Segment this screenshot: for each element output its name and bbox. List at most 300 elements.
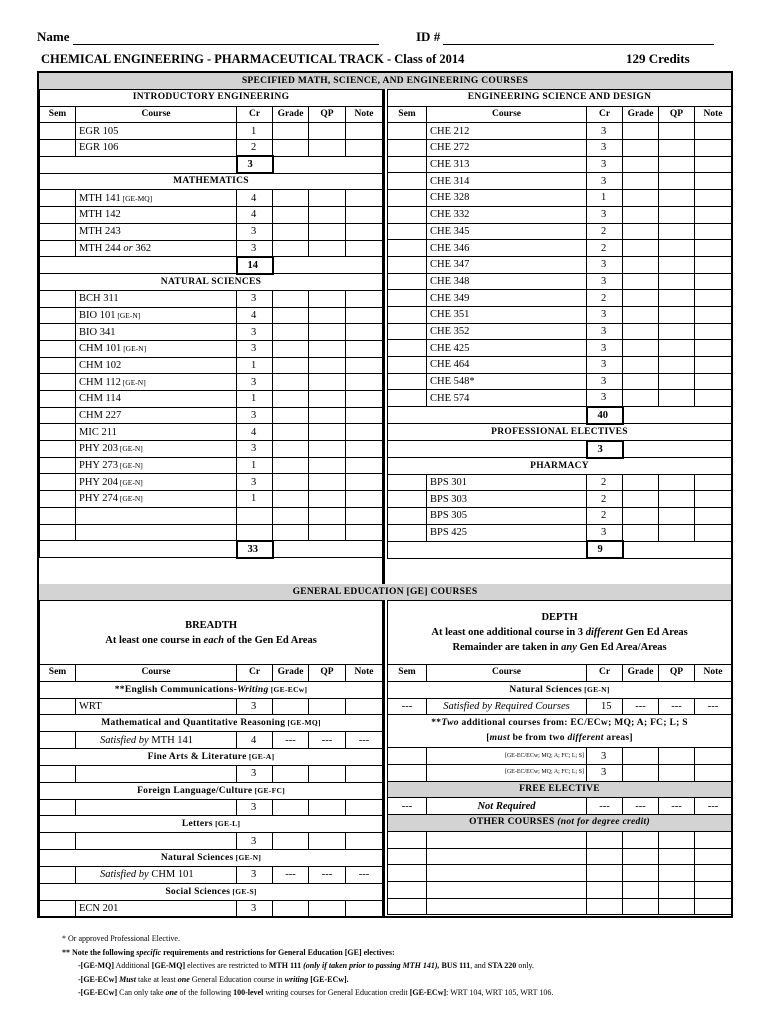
sem-cell[interactable] — [388, 240, 427, 257]
cr-cell: 3 — [237, 223, 273, 240]
note-cell[interactable] — [346, 507, 383, 524]
grade-cell[interactable] — [273, 900, 309, 917]
qp-cell[interactable] — [659, 373, 695, 390]
grade-cell[interactable] — [623, 340, 659, 357]
sem-cell[interactable] — [40, 491, 76, 508]
sem-cell[interactable] — [388, 156, 427, 173]
grade-cell[interactable] — [273, 190, 309, 207]
qp-cell[interactable] — [309, 524, 346, 541]
note-cell[interactable] — [346, 123, 383, 140]
grade-cell[interactable] — [273, 207, 309, 224]
sem-cell[interactable] — [388, 373, 427, 390]
qp-cell[interactable] — [659, 491, 695, 508]
table-row — [40, 140, 383, 157]
note-cell[interactable] — [695, 373, 732, 390]
depth-text: Gen Ed Areas — [622, 627, 688, 638]
qp-cell[interactable] — [309, 407, 346, 424]
grade-cell[interactable] — [623, 390, 659, 407]
qp-cell[interactable] — [309, 474, 346, 491]
sem-cell[interactable] — [40, 190, 76, 207]
note-cell[interactable] — [695, 190, 732, 207]
grade-cell[interactable] — [273, 491, 309, 508]
qp-cell[interactable] — [309, 223, 346, 240]
qp-cell[interactable] — [309, 340, 346, 357]
note-cell[interactable] — [695, 256, 732, 273]
section-row — [40, 274, 383, 291]
sem-cell[interactable] — [40, 407, 76, 424]
sem-cell[interactable] — [388, 898, 427, 915]
sem-cell[interactable] — [388, 256, 427, 273]
sem-cell[interactable] — [388, 173, 427, 190]
cr-cell[interactable] — [587, 881, 623, 898]
note-cell[interactable] — [346, 391, 383, 408]
note-cell[interactable] — [695, 474, 732, 491]
cr-cell[interactable] — [587, 865, 623, 882]
qp-cell[interactable] — [659, 240, 695, 257]
col-qp: QP — [309, 106, 346, 123]
cr-cell[interactable] — [587, 848, 623, 865]
ge-tag-text: [GE-N] — [119, 444, 143, 454]
grade-cell[interactable] — [623, 190, 659, 207]
footnote-text: one — [177, 974, 190, 984]
cr-cell[interactable] — [237, 507, 273, 524]
grade-cell[interactable] — [623, 491, 659, 508]
note-cell[interactable] — [346, 424, 383, 441]
grade-cell[interactable] — [273, 441, 309, 458]
grade-cell[interactable] — [273, 474, 309, 491]
qp-cell[interactable] — [659, 524, 695, 541]
grade-cell[interactable] — [273, 407, 309, 424]
note-cell[interactable] — [346, 766, 383, 783]
note-cell[interactable] — [346, 407, 383, 424]
breadth-text: of the Gen Ed Areas — [223, 634, 317, 646]
cr-cell: 3 — [587, 140, 623, 157]
course-cell — [427, 190, 587, 207]
sem-cell[interactable] — [40, 340, 76, 357]
qp-cell[interactable] — [659, 474, 695, 491]
grade-cell[interactable] — [623, 831, 659, 848]
course-cell[interactable]: [GE-EC/ECw; MQ; A; FC; L; S] — [427, 765, 587, 782]
qp-cell[interactable] — [309, 374, 346, 391]
table-row — [388, 508, 732, 525]
grade-cell[interactable] — [273, 457, 309, 474]
qp-cell[interactable] — [659, 865, 695, 882]
note-cell[interactable] — [346, 340, 383, 357]
id-field[interactable] — [443, 44, 714, 45]
grade-cell[interactable] — [273, 766, 309, 783]
course-cell — [76, 140, 237, 157]
note-cell[interactable] — [695, 765, 732, 782]
cr-cell: 4 — [237, 732, 273, 749]
sem-cell[interactable] — [40, 524, 76, 541]
sem-cell[interactable] — [40, 507, 76, 524]
table-row — [40, 223, 383, 240]
cr-cell: 3 — [587, 390, 623, 407]
grade-cell[interactable] — [273, 374, 309, 391]
grade-cell[interactable] — [273, 290, 309, 307]
qp-cell[interactable] — [659, 748, 695, 765]
sem-cell[interactable] — [40, 357, 76, 374]
sem-cell[interactable] — [388, 524, 427, 541]
note-cell[interactable] — [346, 207, 383, 224]
note-cell[interactable] — [346, 290, 383, 307]
note-cell[interactable] — [695, 848, 732, 865]
grade-cell[interactable] — [623, 173, 659, 190]
sem-cell[interactable] — [40, 307, 76, 324]
grade-cell[interactable] — [273, 223, 309, 240]
qp-cell[interactable] — [309, 357, 346, 374]
table-row — [40, 732, 383, 749]
qp-cell[interactable] — [659, 256, 695, 273]
cr-cell[interactable] — [587, 831, 623, 848]
footnote-text: BUS 111 — [439, 961, 471, 970]
note-cell[interactable] — [695, 306, 732, 323]
note-cell[interactable] — [695, 223, 732, 240]
grade-cell[interactable] — [623, 273, 659, 290]
note-cell[interactable] — [695, 123, 732, 140]
note-cell[interactable] — [695, 831, 732, 848]
note-cell[interactable] — [346, 900, 383, 917]
course-cell — [427, 357, 587, 374]
grade-cell[interactable] — [623, 223, 659, 240]
sem-cell[interactable] — [388, 357, 427, 374]
grade-cell[interactable] — [273, 340, 309, 357]
sem-cell[interactable] — [40, 900, 76, 917]
qp-cell[interactable] — [659, 190, 695, 207]
grade-cell[interactable] — [273, 799, 309, 816]
name-field[interactable] — [73, 44, 379, 45]
sem-cell[interactable] — [388, 765, 427, 782]
sem-cell[interactable] — [40, 698, 76, 715]
course-cell[interactable] — [427, 881, 587, 898]
grade-cell[interactable] — [273, 833, 309, 850]
sem-cell[interactable] — [40, 374, 76, 391]
qp-cell[interactable] — [659, 765, 695, 782]
sem-cell[interactable] — [40, 799, 76, 816]
sem-cell[interactable] — [388, 748, 427, 765]
grade-cell[interactable] — [273, 307, 309, 324]
grade-cell[interactable] — [273, 357, 309, 374]
breadth-text: At least one course in — [105, 634, 204, 646]
qp-cell[interactable] — [309, 140, 346, 157]
course-cell — [427, 390, 587, 407]
sem-cell[interactable] — [40, 867, 76, 884]
sem-cell[interactable] — [388, 140, 427, 157]
grade-cell[interactable] — [623, 474, 659, 491]
total-spacer — [40, 257, 237, 274]
sem-cell[interactable] — [40, 424, 76, 441]
note-cell[interactable] — [695, 865, 732, 882]
sem-cell[interactable] — [40, 324, 76, 341]
note-cell[interactable] — [695, 881, 732, 898]
table-row — [40, 698, 383, 715]
depth-ns-title — [388, 681, 732, 698]
qp-cell[interactable] — [659, 898, 695, 915]
qp-cell[interactable] — [659, 223, 695, 240]
qp-cell[interactable] — [309, 507, 346, 524]
sem-cell[interactable] — [388, 290, 427, 307]
qp-cell[interactable] — [659, 173, 695, 190]
course-cell — [76, 374, 237, 391]
note-cell[interactable] — [346, 524, 383, 541]
qp-cell[interactable] — [309, 833, 346, 850]
table-row — [388, 373, 732, 390]
note-cell[interactable] — [695, 524, 732, 541]
sem-cell[interactable] — [40, 290, 76, 307]
sem-cell[interactable] — [388, 390, 427, 407]
table-row — [388, 206, 732, 223]
course-cell[interactable] — [76, 799, 237, 816]
table-row — [388, 748, 732, 765]
sem-cell[interactable] — [40, 140, 76, 157]
note-cell[interactable] — [346, 457, 383, 474]
course-cell[interactable] — [76, 766, 237, 783]
grade-cell[interactable] — [623, 848, 659, 865]
sem-cell[interactable] — [40, 474, 76, 491]
qp-cell[interactable] — [309, 441, 346, 458]
note-cell[interactable] — [346, 357, 383, 374]
sem-cell[interactable] — [388, 848, 427, 865]
grade-cell[interactable] — [623, 306, 659, 323]
ge-tag: [GE-N] — [581, 684, 610, 694]
grade-cell[interactable] — [623, 524, 659, 541]
qp-cell[interactable] — [659, 206, 695, 223]
course-cell[interactable] — [76, 524, 237, 541]
sem-cell[interactable] — [388, 865, 427, 882]
note-cell[interactable] — [346, 240, 383, 257]
grade-cell[interactable] — [623, 156, 659, 173]
note-cell[interactable] — [346, 474, 383, 491]
footnote-text: only. — [516, 961, 535, 970]
sem-cell[interactable] — [40, 833, 76, 850]
grade-cell[interactable] — [273, 424, 309, 441]
cr-cell[interactable] — [587, 898, 623, 915]
note-text: areas] — [603, 733, 633, 744]
course-name: CHE 348 — [430, 275, 470, 287]
grade-cell[interactable] — [623, 206, 659, 223]
ge-tag-text: [GE-MQ] — [122, 193, 153, 203]
note-cell[interactable] — [695, 156, 732, 173]
note-cell[interactable] — [695, 140, 732, 157]
name-line[interactable] — [37, 29, 379, 45]
track-title: CHEMICAL ENGINEERING - PHARMACEUTICAL TRACK - Class of 2014 — [41, 52, 465, 66]
qp-cell[interactable] — [659, 340, 695, 357]
qp-cell[interactable] — [309, 123, 346, 140]
note-cell[interactable] — [695, 390, 732, 407]
sem-cell[interactable] — [388, 508, 427, 525]
sem-cell[interactable] — [40, 123, 76, 140]
total-credits: 129 Credits — [626, 51, 690, 66]
note-cell[interactable] — [695, 357, 732, 374]
course-cell[interactable] — [76, 833, 237, 850]
qp-cell[interactable] — [309, 900, 346, 917]
course-cell — [427, 508, 587, 525]
qp-cell[interactable] — [309, 190, 346, 207]
qp-cell[interactable] — [659, 140, 695, 157]
sem-cell[interactable] — [388, 123, 427, 140]
other-label: OTHER COURSES — [469, 817, 558, 828]
qp-cell[interactable] — [309, 457, 346, 474]
course-name: BPS 303 — [430, 493, 468, 505]
sem-cell[interactable] — [40, 766, 76, 783]
qp-cell[interactable] — [659, 881, 695, 898]
sem-cell[interactable] — [388, 491, 427, 508]
total-spacer — [623, 407, 732, 424]
note-cell[interactable] — [695, 240, 732, 257]
footnote-text: [GE-ECw]. — [308, 974, 349, 984]
qp-cell[interactable] — [309, 391, 346, 408]
note-cell[interactable] — [695, 491, 732, 508]
note-cell[interactable] — [346, 491, 383, 508]
footnotes — [62, 932, 553, 1000]
course-cell — [76, 240, 237, 257]
sem-cell[interactable] — [40, 207, 76, 224]
depth-title: DEPTH — [541, 612, 578, 623]
note-cell[interactable] — [346, 223, 383, 240]
note-cell[interactable] — [695, 323, 732, 340]
note-cell[interactable] — [346, 307, 383, 324]
qp-cell[interactable] — [309, 424, 346, 441]
note-cell[interactable] — [695, 748, 732, 765]
sem-cell[interactable] — [388, 206, 427, 223]
cr-cell[interactable] — [237, 524, 273, 541]
qp-cell[interactable] — [659, 357, 695, 374]
qp-cell[interactable] — [659, 156, 695, 173]
qp-cell[interactable] — [659, 273, 695, 290]
note-cell[interactable] — [346, 799, 383, 816]
note-cell[interactable] — [346, 833, 383, 850]
breadth-table — [39, 600, 383, 918]
grade-cell[interactable] — [273, 140, 309, 157]
col-cr: Cr — [237, 665, 273, 682]
sem-cell[interactable] — [388, 306, 427, 323]
table-row — [40, 524, 383, 541]
sem-cell[interactable] — [40, 223, 76, 240]
qp-cell[interactable] — [309, 698, 346, 715]
qp-cell[interactable] — [309, 324, 346, 341]
grade-cell[interactable] — [623, 748, 659, 765]
course-name: PHY 204 — [79, 476, 118, 488]
grade-cell[interactable] — [623, 323, 659, 340]
course-cell[interactable] — [427, 831, 587, 848]
qp-cell[interactable] — [309, 307, 346, 324]
grade-cell[interactable] — [273, 123, 309, 140]
footnote-text: of the following — [177, 988, 234, 997]
grade-cell[interactable] — [273, 524, 309, 541]
grade-cell[interactable] — [273, 698, 309, 715]
course-name: CHE 332 — [430, 209, 470, 221]
grade-cell[interactable] — [623, 290, 659, 307]
sem-cell[interactable] — [388, 474, 427, 491]
sem-cell[interactable] — [40, 457, 76, 474]
note-cell[interactable] — [695, 206, 732, 223]
footnote-text: , and — [470, 961, 488, 970]
note-cell[interactable] — [346, 190, 383, 207]
qp-cell[interactable] — [659, 306, 695, 323]
cr-cell: 1 — [237, 357, 273, 374]
table-row — [388, 831, 732, 848]
id-line[interactable] — [416, 29, 714, 45]
course-cell[interactable]: [GE-EC/ECw; MQ; A; FC; L; S] — [427, 748, 587, 765]
grade-cell[interactable] — [623, 898, 659, 915]
note-cell[interactable] — [346, 324, 383, 341]
sem-cell[interactable] — [40, 732, 76, 749]
sem-cell[interactable] — [40, 391, 76, 408]
qp-cell[interactable] — [659, 390, 695, 407]
note-cell[interactable] — [346, 441, 383, 458]
grade-cell[interactable] — [273, 240, 309, 257]
grade-cell[interactable] — [623, 140, 659, 157]
sem-cell[interactable] — [388, 831, 427, 848]
grade-cell[interactable] — [623, 865, 659, 882]
sem-cell[interactable] — [388, 323, 427, 340]
sem-cell[interactable] — [388, 190, 427, 207]
sem-cell[interactable] — [388, 223, 427, 240]
grade-cell[interactable] — [623, 881, 659, 898]
sem-cell[interactable] — [40, 240, 76, 257]
sem-cell[interactable] — [388, 273, 427, 290]
qp-cell[interactable] — [309, 290, 346, 307]
note-cell[interactable] — [695, 898, 732, 915]
grade-cell[interactable] — [273, 507, 309, 524]
credit-total: 14 — [237, 257, 273, 274]
course-cell[interactable] — [427, 848, 587, 865]
note-cell[interactable] — [695, 340, 732, 357]
note-cell[interactable] — [695, 290, 732, 307]
course-cell[interactable] — [427, 865, 587, 882]
qp-cell[interactable] — [309, 766, 346, 783]
course-name: CHE 212 — [430, 125, 470, 137]
qp-cell[interactable] — [309, 491, 346, 508]
qp-cell[interactable] — [659, 508, 695, 525]
qp-cell[interactable] — [659, 831, 695, 848]
note-cell[interactable] — [346, 140, 383, 157]
grade-cell[interactable] — [623, 240, 659, 257]
footnote-text: Can only take — [117, 988, 166, 997]
course-cell[interactable] — [427, 898, 587, 915]
total-spacer — [273, 257, 383, 274]
qp-cell[interactable] — [659, 290, 695, 307]
grade-cell[interactable] — [623, 373, 659, 390]
note-cell[interactable] — [346, 374, 383, 391]
qp-cell[interactable] — [659, 323, 695, 340]
grade-cell[interactable] — [273, 324, 309, 341]
course-name: CHE 351 — [430, 309, 470, 321]
grade-cell[interactable] — [623, 123, 659, 140]
grade-cell[interactable] — [273, 391, 309, 408]
note-cell[interactable] — [695, 508, 732, 525]
grade-cell[interactable] — [623, 765, 659, 782]
grade-cell[interactable] — [623, 508, 659, 525]
qp-cell[interactable] — [309, 207, 346, 224]
sem-cell[interactable] — [388, 881, 427, 898]
qp-cell[interactable] — [309, 240, 346, 257]
qp-cell[interactable] — [309, 799, 346, 816]
sem-cell[interactable] — [388, 340, 427, 357]
sem-cell[interactable] — [40, 441, 76, 458]
note-cell[interactable] — [346, 698, 383, 715]
qp-cell[interactable] — [659, 848, 695, 865]
note-cell[interactable] — [695, 273, 732, 290]
table-row — [388, 765, 732, 782]
grade-cell[interactable] — [623, 256, 659, 273]
cr-cell: 2 — [587, 223, 623, 240]
cr-cell: 3 — [237, 324, 273, 341]
note-cell[interactable] — [695, 173, 732, 190]
grade-cell[interactable] — [623, 357, 659, 374]
course-cell[interactable] — [76, 507, 237, 524]
qp-cell[interactable] — [659, 123, 695, 140]
